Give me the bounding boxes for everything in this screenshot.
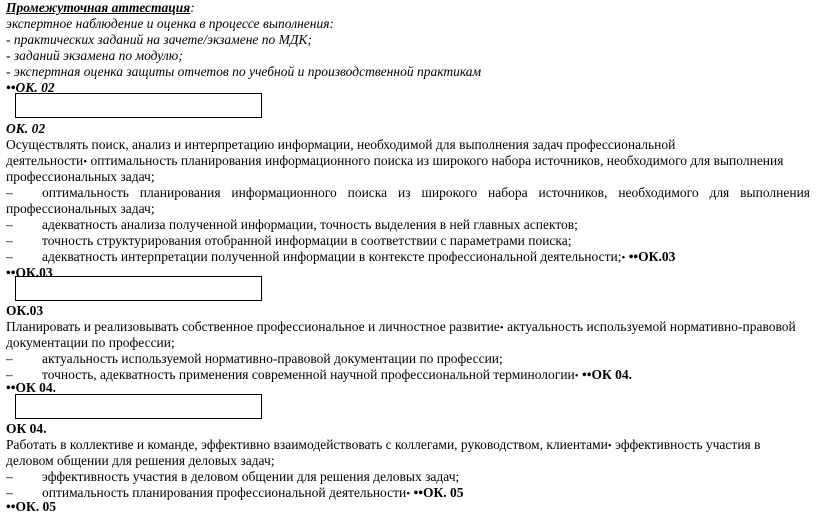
ok04-desc-1a: Работать в коллективе и команде, эффективно взаимодействовать с коллегами, руководством, клиентами <box>6 437 608 452</box>
ok02-desc-1: Осуществлять поиск, анализ и интерпретацию информации, необходимой для выполнения задач профессиональной <box>6 137 676 152</box>
ok02-item-4-line <box>42 249 675 267</box>
bullet-icon: • <box>406 488 411 500</box>
dash-icon: – <box>6 185 13 200</box>
ok04-next: ОК. 05 <box>422 485 464 500</box>
dash-icon: – <box>6 469 13 484</box>
bullet-icon: •• <box>628 249 639 264</box>
intro-line-1: экспертное наблюдение и оценка в процессе выполнения: <box>6 16 335 31</box>
ok02-marker: ОК. 02 <box>15 80 55 95</box>
ok04-item-2: оптимальность планирования профессиональной деятельности <box>42 485 407 500</box>
bullet-icon: •• <box>413 485 423 500</box>
intro-heading: Промежуточная аттестация <box>6 0 191 15</box>
ok03-marker: ОК.03 <box>15 265 53 280</box>
ok04-desc-2: деловом общении для решения деловых задач; <box>6 453 275 468</box>
ok02-desc-2 <box>6 153 783 171</box>
intro-heading-colon: : <box>190 0 195 15</box>
ok03-item-2-line <box>42 367 632 385</box>
ok02-next: ОК.03 <box>638 249 676 264</box>
dash-icon: – <box>6 485 13 500</box>
ok03-item-2: точность, адекватность применения современной научной профессиональной терминологии <box>42 367 575 382</box>
bullet-icon: •• <box>582 367 592 382</box>
ok02-item-1b: профессиональных задач; <box>6 201 155 216</box>
ok04-item-1: эффективность участия в деловом общении для решения деловых задач; <box>42 469 460 484</box>
ok02-item-3: точность структурирования отобранной информации в соответствии с параметрами поиска; <box>42 233 572 248</box>
ok05-marker: ОК. 05 <box>15 499 56 514</box>
ok04-desc-1b: эффективность участия в <box>611 437 761 452</box>
bullet-icon: • <box>83 156 88 168</box>
ok03-title: ОК.03 <box>6 303 44 318</box>
ok03-input-box[interactable] <box>15 276 262 301</box>
ok03-desc-2: документации по профессии; <box>6 335 175 350</box>
ok04-title: ОК 04. <box>6 421 47 436</box>
ok03-desc-1b: актуальность используемой нормативно-правовой <box>503 319 796 334</box>
ok03-item-1: актуальность используемой нормативно-правовой документации по профессии; <box>42 351 503 366</box>
ok04-item-2-line <box>42 485 464 503</box>
ok05-marker-line <box>6 499 56 516</box>
dash-icon: – <box>6 351 13 366</box>
bullet-icon: • <box>574 370 579 382</box>
intro-heading-line <box>6 0 195 17</box>
intro-line-2: - практических заданий на зачете/экзамене по МДК; <box>6 32 312 47</box>
intro-line-3: - заданий экзамена по модулю; <box>6 48 183 63</box>
bullet-icon: • <box>621 252 626 264</box>
ok02-desc-2a: деятельности <box>6 153 84 168</box>
ok02-input-box[interactable] <box>15 93 262 118</box>
bullet-icon: •• <box>6 265 16 280</box>
ok02-desc-2b: оптимальность планирования информационного поиска из широкого набора источников, необходимого для выполнения <box>87 153 784 168</box>
dash-icon: – <box>6 233 13 248</box>
ok02-desc-3: профессиональных задач; <box>6 169 155 184</box>
dash-icon: – <box>6 367 13 382</box>
ok02-item-2: адекватность анализа полученной информации, точность выделения в ней главных аспектов; <box>42 217 578 232</box>
ok03-desc-1a: Планировать и реализовывать собственное профессиональное и личностное развитие <box>6 319 500 334</box>
ok02-title: ОК. 02 <box>6 121 46 136</box>
bullet-icon: • <box>499 322 504 334</box>
dash-icon: – <box>6 217 13 232</box>
ok03-next: ОК 04. <box>591 367 632 382</box>
ok02-item-4: адекватность интерпретации полученной информации в контексте профессиональной деятельности; <box>42 249 622 264</box>
bullet-icon: • <box>607 440 612 452</box>
ok03-desc-1 <box>6 319 796 337</box>
intro-line-4: - экспертная оценка защиты отчетов по учебной и производственной практикам <box>6 64 482 79</box>
dash-icon: – <box>6 249 13 264</box>
ok02-item-1a: оптимальность планирования информационного поиска из широкого набора источников, необходимого для выполнения <box>42 185 810 200</box>
bullet-icon: •• <box>6 380 16 395</box>
ok04-desc-1 <box>6 437 761 455</box>
ok04-marker: ОК 04. <box>15 380 56 395</box>
ok04-input-box[interactable] <box>15 394 262 419</box>
bullet-icon: •• <box>6 499 16 514</box>
bullet-icon: •• <box>6 80 16 95</box>
